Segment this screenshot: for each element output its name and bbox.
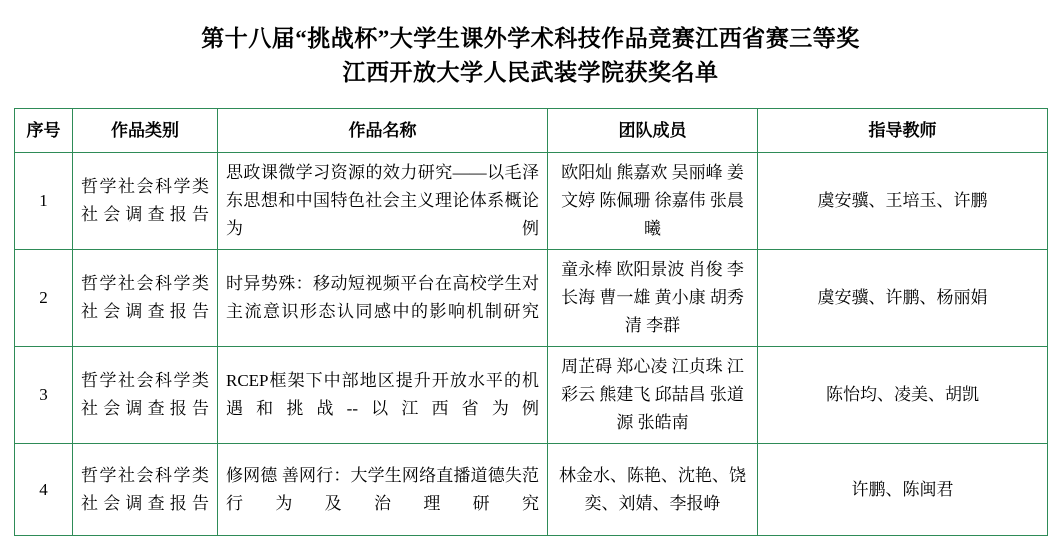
row-work-name: 修网德 善网行：大学生网络直播道德失范行为及治理研究: [218, 444, 548, 536]
header-work-name: 作品名称: [218, 109, 548, 153]
row-category: 哲学社会科学类社会调查报告: [73, 153, 218, 250]
table-row: [15, 153, 1048, 250]
row-no: 3: [15, 347, 73, 444]
row-no: 2: [15, 250, 73, 347]
row-advisors: 陈怡均、凌美、胡凯: [758, 347, 1048, 444]
header-category: 作品类别: [73, 109, 218, 153]
row-no: 4: [15, 444, 73, 536]
table-body: [15, 153, 1048, 536]
title-line-1: 第十八届“挑战杯”大学生课外学术科技作品竞赛江西省赛三等奖: [201, 26, 860, 51]
row-category: 哲学社会科学类社会调查报告: [73, 250, 218, 347]
row-advisors: 许鹏、陈闽君: [758, 444, 1048, 536]
table-row: [15, 347, 1048, 444]
document-title: [14, 0, 1047, 90]
title-line-2: 江西开放大学人民武装学院获奖名单: [342, 60, 719, 85]
table-row: [15, 250, 1048, 347]
row-work-name: RCEP框架下中部地区提升开放水平的机遇和挑战--以江西省为例: [218, 347, 548, 444]
row-work-name: 时异势殊：移动短视频平台在高校学生对主流意识形态认同感中的影响机制研究: [218, 250, 548, 347]
table-header: [15, 109, 1048, 153]
header-team-members: 团队成员: [548, 109, 758, 153]
row-no: 1: [15, 153, 73, 250]
table-row: [15, 444, 1048, 536]
row-advisors: 虞安骥、许鹏、杨丽娟: [758, 250, 1048, 347]
row-team-members: 童永棒 欧阳景波 肖俊 李长海 曹一雄 黄小康 胡秀清 李群: [548, 250, 758, 347]
row-category: 哲学社会科学类社会调查报告: [73, 444, 218, 536]
row-work-name: 思政课微学习资源的效力研究——以毛泽东思想和中国特色社会主义理论体系概论为例: [218, 153, 548, 250]
award-list-table: [14, 108, 1048, 536]
row-team-members: 欧阳灿 熊嘉欢 吴丽峰 姜文婷 陈佩珊 徐嘉伟 张晨曦: [548, 153, 758, 250]
header-no: 序号: [15, 109, 73, 153]
row-advisors: 虞安骥、王培玉、许鹏: [758, 153, 1048, 250]
row-team-members: 周芷碍 郑心凌 江贞珠 江彩云 熊建飞 邱喆昌 张道源 张皓南: [548, 347, 758, 444]
table-header-row: [15, 109, 1048, 153]
row-team-members: 林金水、陈艳、沈艳、饶奕、刘婧、李报峥: [548, 444, 758, 536]
row-category: 哲学社会科学类社会调查报告: [73, 347, 218, 444]
header-advisors: 指导教师: [758, 109, 1048, 153]
